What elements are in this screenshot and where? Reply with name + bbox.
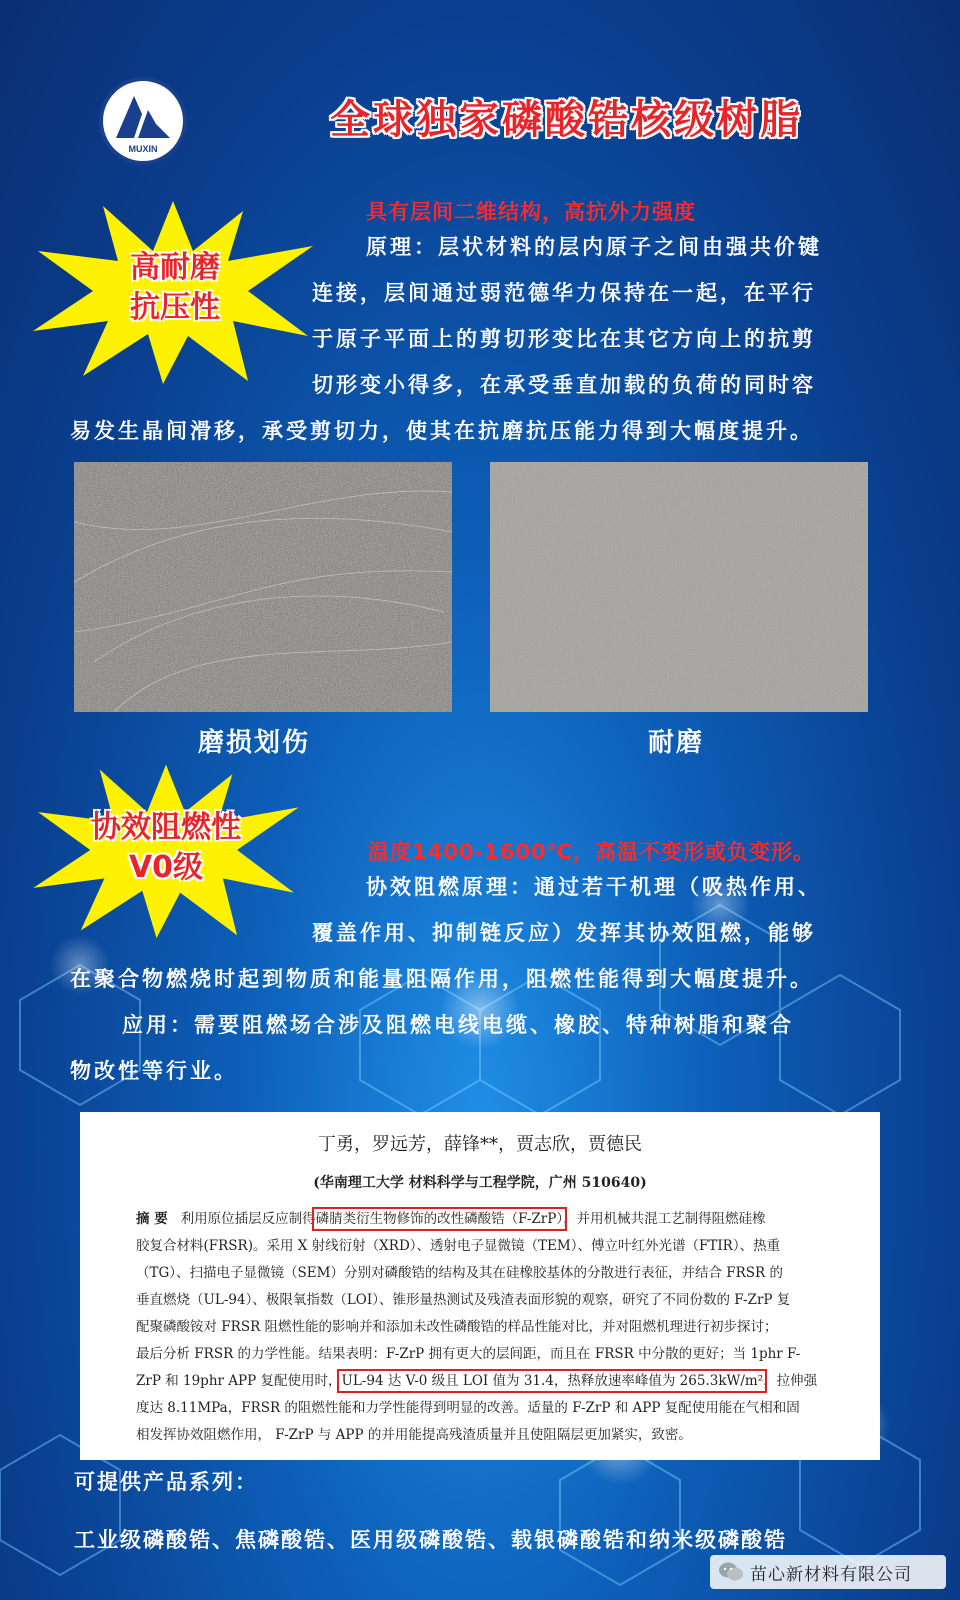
highlight-box-1: 磷腈类衍生物修饰的改性磷酸锆（F-ZrP）: [315, 1211, 564, 1227]
paper-authors: 丁勇，罗远芳，薛锋**，贾志欣，贾德民: [318, 1134, 642, 1155]
abstract-line-8: 度达 8.11MPa，FRSR 的阻燃性能和力学性能得到明显的改善。适量的 F-ZrP 和 APP 复配使用能在气相和固: [136, 1400, 800, 1416]
right-photo-caption: 耐磨: [648, 728, 705, 758]
badge-2-text: 协效阻燃性 V0级: [91, 810, 241, 885]
svg-text:MUXIN: MUXIN: [128, 144, 158, 154]
abstract-label: 摘 要: [136, 1211, 168, 1227]
section2-headline: 温度1400-1600℃，高温不变形或负变形。: [368, 840, 816, 864]
section1-line-4: 切形变小得多，在承受垂直加载的负荷的同时容: [312, 373, 816, 397]
abstract-text: ZrP 和 19phr APP 复配使用时，: [136, 1373, 342, 1389]
section1-line-3: 于原子平面上的剪切形变比在其它方向上的抗剪: [312, 327, 816, 351]
section1-line-5: 易发生晶间滑移，承受剪切力，使其在抗磨抗压能力得到大幅度提升。: [70, 419, 814, 443]
abstract-text: ，拉伸强: [763, 1373, 818, 1389]
abstract-line-4: 垂直燃烧（UL-94）、极限氧指数（LOI）、锥形量热测试及残渣表面形貌的观察，研究了不同份数的 F-ZrP 复: [136, 1292, 791, 1308]
abstract-line-5: 配聚磷酸铵对 FRSR 阻燃性能的影响并和添加未改性磷酸锆的样品性能对比，并对阻燃机理进行初步探讨；: [136, 1319, 778, 1335]
muxin-logo: [98, 76, 188, 166]
products-heading: 可提供产品系列：: [74, 1470, 258, 1494]
abstract-line-2: 胶复合材料(FRSR)。采用 X 射线衍射（XRD）、透射电子显微镜（TEM）、傅立叶红外光谱（FTIR）、热重: [136, 1238, 781, 1254]
section1-headline: 具有层间二维结构，高抗外力强度: [366, 200, 696, 224]
abstract-text: 利用原位插层反应制得: [180, 1211, 316, 1227]
watermark-text: 苗心新材料有限公司: [750, 1565, 912, 1585]
abstract-line-7: [136, 1368, 856, 1395]
scratched-surface-photo: [74, 462, 452, 712]
products-list: 工业级磷酸锆、焦磷酸锆、医用级磷酸锆、载银磷酸锆和纳米级磷酸锆: [74, 1528, 787, 1552]
section2-line-4: 应用：需要阻燃场合涉及阻燃电线电缆、橡胶、特种树脂和聚合: [122, 1013, 794, 1037]
badge-1-text: 高耐磨 抗压性: [130, 250, 220, 325]
wechat-watermark: [710, 1555, 946, 1589]
abstract-line-3: （TG）、扫描电子显微镜（SEM）分别对磷酸锆的结构及其在硅橡胶基体的分散进行表征，并结合 FRSR 的: [136, 1265, 783, 1281]
section1-line-1: 原理：层状材料的层内原子之间由强共价键: [366, 235, 822, 259]
wear-resistant-surface-photo: [490, 462, 868, 712]
highlight-box-2: UL-94 达 V-0 级且 LOI 值为 31.4，热释放速率峰值为 265.3kW/m²: [341, 1373, 764, 1389]
section2-line-2: 覆盖作用、抑制链反应）发挥其协效阻燃，能够: [312, 921, 816, 945]
section2-line-5: 物改性等行业。: [70, 1059, 238, 1083]
left-photo-caption: 磨损划伤: [198, 728, 311, 758]
abstract-line-9: 相发挥协效阻燃作用， F-ZrP 与 APP 的并用能提高残渣质量并且使阻隔层更加紧实，致密。: [136, 1427, 692, 1443]
wechat-icon: [718, 1561, 744, 1583]
section1-line-2: 连接，层间通过弱范德华力保持在一起，在平行: [312, 281, 816, 305]
paper-affiliation: (华南理工大学 材料科学与工程学院，广州 510640): [313, 1175, 647, 1191]
paper-excerpt: [80, 1112, 880, 1460]
abstract-text: ，并用机械共混工艺制得阻燃硅橡: [563, 1211, 766, 1227]
page-title: 全球独家磷酸锆核级树脂: [330, 97, 803, 143]
abstract-line-1: [136, 1206, 856, 1233]
paper-abstract: [136, 1206, 856, 1449]
section2-line-3: 在聚合物燃烧时起到物质和能量阻隔作用，阻燃性能得到大幅度提升。: [70, 967, 814, 991]
section2-line-1: 协效阻燃原理：通过若干机理（吸热作用、: [366, 875, 822, 899]
abstract-line-6: 最后分析 FRSR 的力学性能。结果表明：F-ZrP 拥有更大的层间距，而且在 FRSR 中分散的更好；当 1phr F-: [136, 1346, 801, 1362]
